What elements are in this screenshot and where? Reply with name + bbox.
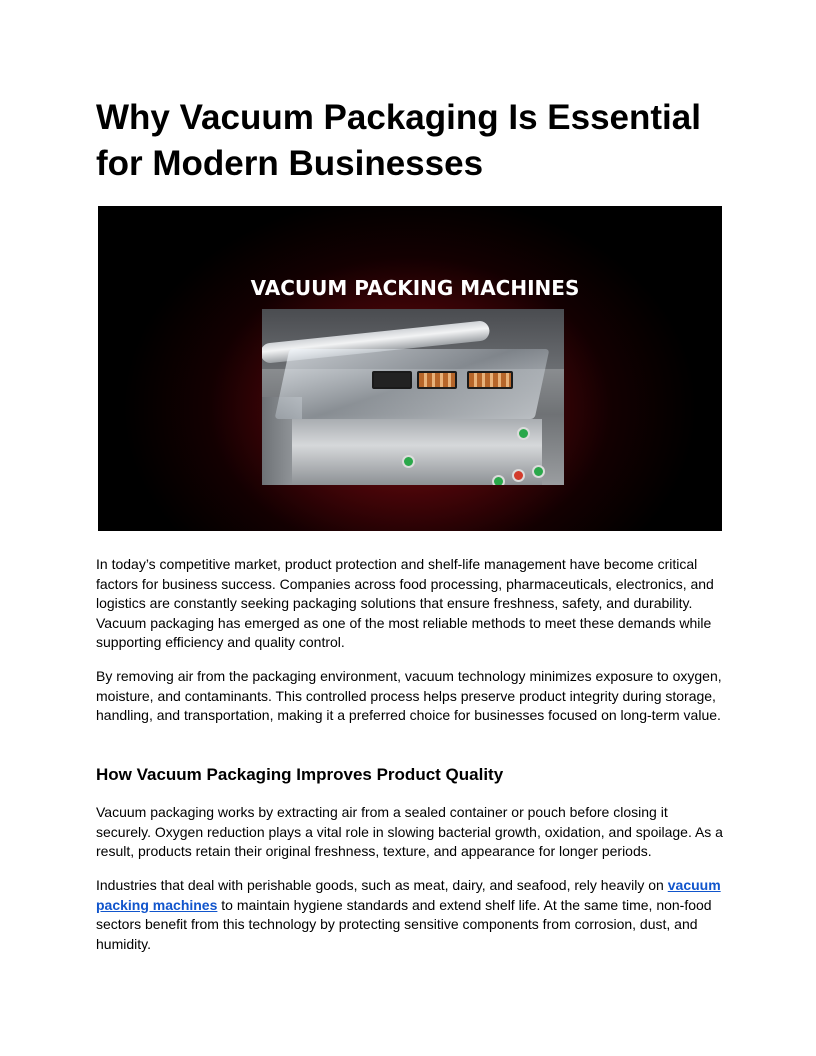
control-button-icon bbox=[532, 465, 545, 478]
control-button-icon bbox=[512, 469, 525, 482]
paragraph-with-link bbox=[96, 876, 726, 954]
product-tray bbox=[417, 371, 457, 389]
paragraph-text: Industries that deal with perishable goods, such as meat, dairy, and seafood, rely heavily on bbox=[96, 877, 668, 893]
control-button-icon bbox=[402, 455, 415, 468]
hero-banner-text: VACUUM PACKING MACHINES bbox=[250, 276, 580, 300]
machine-body bbox=[292, 419, 542, 485]
paragraph: In today’s competitive market, product protection and shelf-life management have become critical factors for business success. Companies across food processing, pharmaceuticals, electronics, and logistics are constantly seeking packaging solutions that ensure freshness, safety, and durability. Vacuum packaging has emerged as one of the most reliable methods to meet these demands while supporting efficiency and quality control. bbox=[96, 556, 714, 650]
section-heading: How Vacuum Packaging Improves Product Quality bbox=[96, 765, 504, 784]
paragraph: Vacuum packaging works by extracting air from a sealed container or pouch before closing it securely. Oxygen reduction plays a vital role in slowing bacterial growth, oxidation, and spoilage. As a result, products retain their original freshness, texture, and appearance for longer periods. bbox=[96, 804, 723, 859]
hero-banner-image bbox=[98, 206, 722, 531]
control-button-icon bbox=[517, 427, 530, 440]
product-tray bbox=[467, 371, 513, 389]
vacuum-machine-photo bbox=[262, 309, 564, 485]
product-tray bbox=[372, 371, 412, 389]
control-button-icon bbox=[492, 475, 505, 485]
article-title: Why Vacuum Packaging Is Essential for Modern Businesses bbox=[96, 98, 701, 183]
paragraph: By removing air from the packaging environment, vacuum technology minimizes exposure to oxygen, moisture, and contaminants. This controlled process helps preserve product integrity during storage, handling, and transportation, making it a preferred choice for businesses focused on long-term value. bbox=[96, 668, 722, 723]
vacuum-packing-machines-link[interactable]: vacuum packing machines bbox=[96, 877, 721, 913]
paragraph-text: to maintain hygiene standards and extend shelf life. At the same time, non-food sectors benefit from this technology by protecting sensitive components from corrosion, dust, and humidity. bbox=[96, 896, 712, 952]
